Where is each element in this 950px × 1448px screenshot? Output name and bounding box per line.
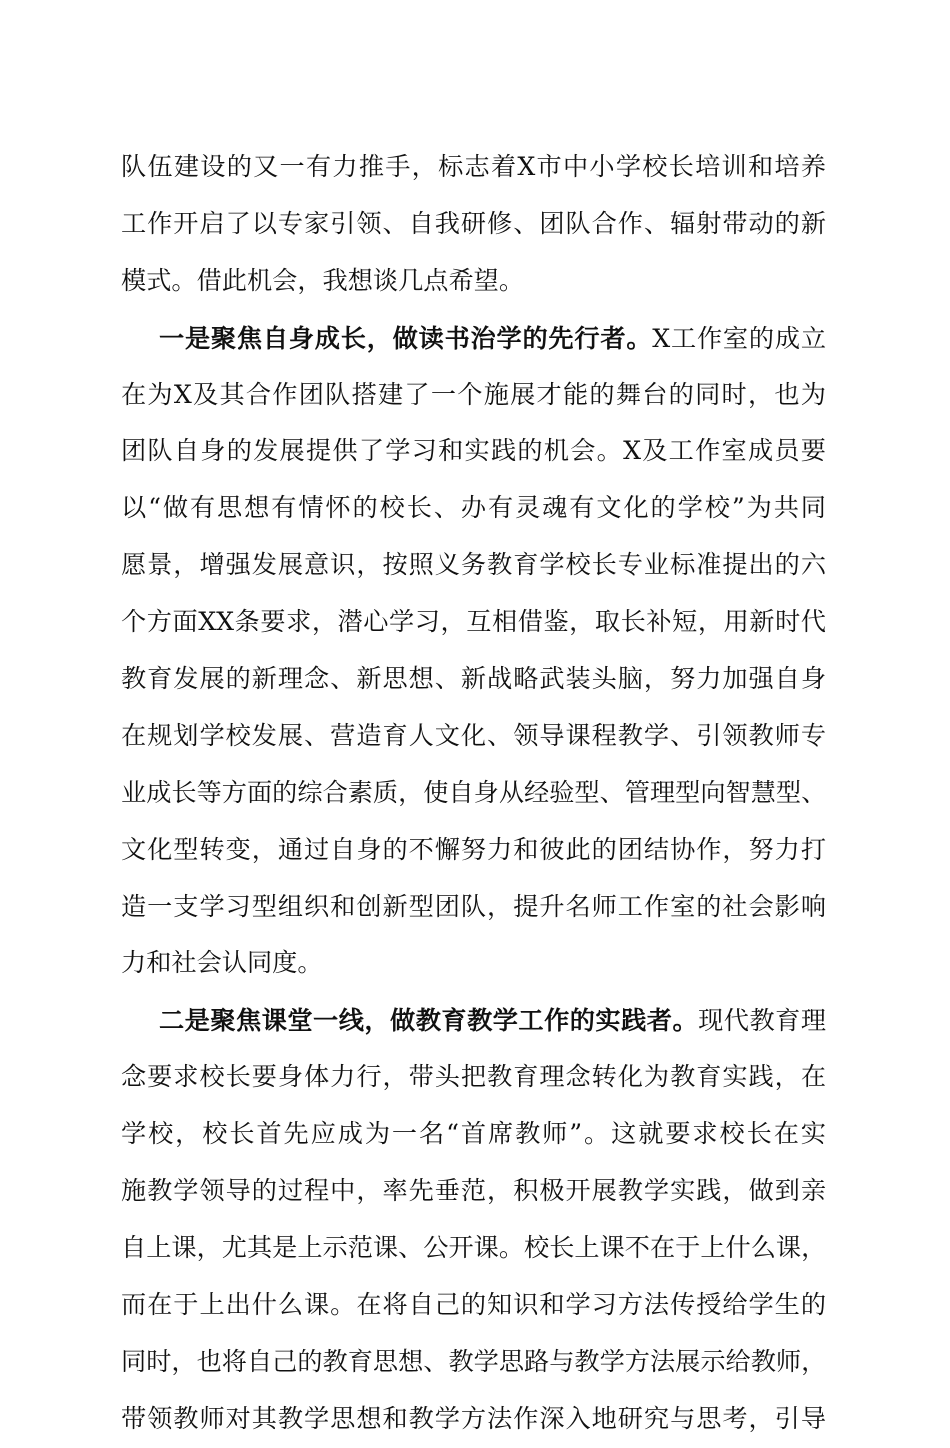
text-line	[121, 310, 826, 367]
text-line: 以“做有思想有情怀的校长、办有灵魂有文化的学校”为共同	[121, 493, 826, 523]
section-heading-2: 二是聚焦课堂一线，做教育教学工作的实践者。	[159, 1005, 699, 1036]
document-body	[121, 139, 826, 1447]
text-line: 自上课，尤其是上示范课、公开课。校长上课不在于上什么课，	[121, 1232, 827, 1262]
text-line: 念要求校长要身体力行，带头把教育理念转化为教育实践，在	[121, 1062, 826, 1092]
text-line: 力和社会认同度。	[121, 948, 323, 978]
text-line: 愿景，增强发展意识，按照义务教育学校长专业标准提出的六	[121, 550, 826, 580]
text-line: 工作开启了以专家引领、自我研修、团队合作、辐射带动的新	[121, 208, 826, 238]
text-line: 而在于上出什么课。在将自己的知识和学习方法传授给学生的	[121, 1289, 826, 1319]
text-line: 同时，也将自己的教育思想、教学思路与教学方法展示给教师，	[121, 1346, 827, 1376]
text-line: 文化型转变，通过自身的不懈努力和彼此的团结协作，努力打	[121, 834, 826, 864]
text-run: 现代教育理	[698, 1006, 827, 1036]
text-line: 施教学领导的过程中，率先垂范，积极开展教学实践，做到亲	[121, 1176, 826, 1206]
text-line: 模式。借此机会，我想谈几点希望。	[121, 265, 524, 295]
text-line: 教育发展的新理念、新思想、新战略武装头脑，努力加强自身	[121, 664, 826, 694]
text-line: 在为X及其合作团队搭建了一个施展才能的舞台的同时，也为	[121, 379, 826, 409]
text-line: 造一支学习型组织和创新型团队，提升名师工作室的社会影响	[121, 891, 826, 921]
section-heading-1: 一是聚焦自身成长，做读书治学的先行者。	[159, 322, 653, 353]
text-line: 业成长等方面的综合素质，使自身从经验型、管理型向智慧型、	[121, 777, 827, 807]
text-line	[121, 992, 826, 1049]
text-line: 学校，校长首先应成为一名“首席教师”。这就要求校长在实	[121, 1119, 826, 1149]
text-line: 队伍建设的又一有力推手，标志着X市中小学校长培训和培养	[121, 152, 826, 181]
text-run: X工作室的成立	[652, 323, 827, 353]
text-line: 团队自身的发展提供了学习和实践的机会。X及工作室成员要	[121, 436, 826, 466]
text-line: 在规划学校发展、营造育人文化、领导课程教学、引领教师专	[121, 720, 826, 750]
text-line: 个方面XX条要求，潜心学习，互相借鉴，取长补短，用新时代	[121, 607, 826, 637]
text-line: 带领教师对其教学思想和教学方法作深入地研究与思考，引导	[121, 1403, 826, 1433]
